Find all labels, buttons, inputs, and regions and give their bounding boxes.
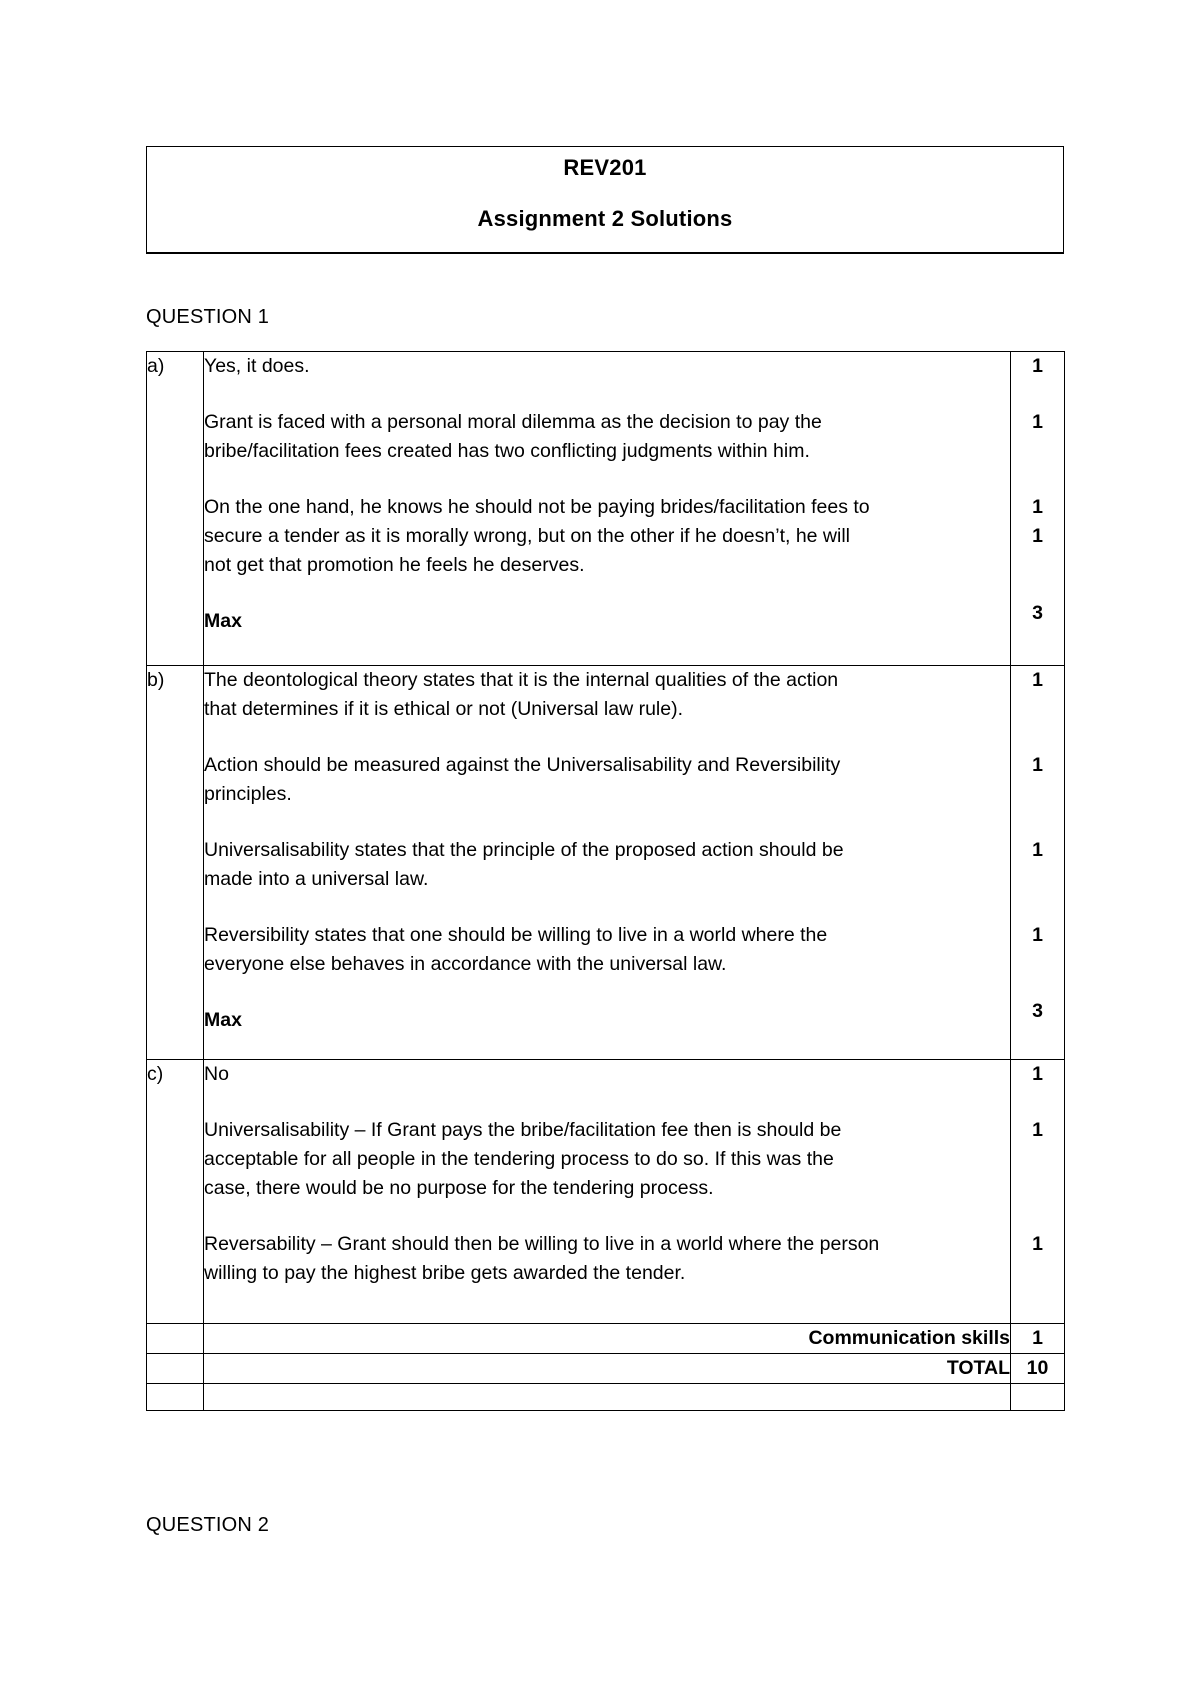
answer-line: Grant is faced with a personal moral dilemma as the decision to pay the [204, 411, 822, 433]
table-row-total [147, 1354, 1065, 1384]
mark-value: 1 [1032, 411, 1043, 433]
mark-value: 1 [1032, 1119, 1043, 1141]
mark-value: 1 [1032, 496, 1043, 518]
table-row-c [147, 1060, 1065, 1324]
answer-cell [204, 666, 1011, 1060]
answer-line: case, there would be no purpose for the tendering process. [204, 1177, 714, 1199]
table-row-empty [147, 1384, 1065, 1411]
max-label: Max [204, 1009, 242, 1031]
answer-line: made into a universal law. [204, 868, 429, 890]
answer-line: not get that promotion he feels he deserves. [204, 554, 585, 576]
answer-text [204, 408, 1010, 466]
total-label: TOTAL [204, 1354, 1011, 1384]
answer-line: principles. [204, 783, 292, 805]
answer-cell [204, 352, 1011, 666]
answer-line: that determines if it is ethical or not (Universal law rule). [204, 698, 684, 720]
total-mark: 10 [1011, 1354, 1065, 1384]
answer-cell [204, 1060, 1011, 1324]
mark-value: 1 [1032, 1063, 1043, 1085]
course-code: REV201 [563, 155, 647, 180]
mark-value: 1 [1032, 839, 1043, 861]
mark-value: 1 [1032, 1233, 1043, 1255]
answer-line: secure a tender as it is morally wrong, but on the other if he doesn’t, he will [204, 525, 851, 547]
table-row-a [147, 352, 1065, 666]
communication-skills-label: Communication skills [204, 1324, 1011, 1354]
max-label: Max [204, 610, 242, 632]
question-1-marking-table [146, 351, 1065, 1411]
mark-value-max: 3 [1032, 1000, 1043, 1022]
marks-cell [1011, 1060, 1065, 1324]
mark-value: 1 [1032, 525, 1043, 547]
answer-line: Universalisability states that the principle of the proposed action should be [204, 839, 844, 861]
answer-line: everyone else behaves in accordance with the universal law. [204, 953, 727, 975]
answer-line: Action should be measured against the Universalisability and Reversibility [204, 754, 841, 776]
marks-cell [1011, 352, 1065, 666]
answer-text [204, 666, 1010, 724]
row-label: a) [147, 352, 204, 666]
row-label: b) [147, 666, 204, 1060]
answer-line: Reversability – Grant should then be willing to live in a world where the person [204, 1233, 880, 1255]
answer-line: acceptable for all people in the tendering process to do so. If this was the [204, 1148, 834, 1170]
answer-text [204, 836, 1010, 894]
document-title: Assignment 2 Solutions [477, 206, 733, 231]
row-label: c) [147, 1060, 204, 1324]
answer-line: Reversibility states that one should be willing to live in a world where the [204, 924, 828, 946]
answer-line: willing to pay the highest bribe gets awarded the tender. [204, 1262, 686, 1284]
mark-value: 1 [1032, 355, 1043, 377]
marks-cell [1011, 666, 1065, 1060]
mark-value: 1 [1032, 754, 1043, 776]
answer-text [204, 1230, 1010, 1288]
answer-text [204, 493, 1010, 580]
communication-skills-mark: 1 [1011, 1324, 1065, 1354]
table-row-b [147, 666, 1065, 1060]
answer-text [204, 751, 1010, 809]
answer-line: The deontological theory states that it is the internal qualities of the action [204, 669, 839, 691]
mark-value-max: 3 [1032, 602, 1043, 624]
mark-value: 1 [1032, 669, 1043, 691]
answer-text [204, 1116, 1010, 1203]
answer-text [204, 921, 1010, 979]
question-2-heading: QUESTION 2 [146, 1514, 270, 1536]
question-1-heading: QUESTION 1 [146, 306, 270, 328]
mark-value: 1 [1032, 924, 1043, 946]
answer-text: No [204, 1063, 229, 1085]
table-row-communication [147, 1324, 1065, 1354]
answer-line: Universalisability – If Grant pays the bribe/facilitation fee then is should be [204, 1119, 842, 1141]
title-box [146, 146, 1064, 254]
answer-line: bribe/facilitation fees created has two conflicting judgments within him. [204, 440, 810, 462]
answer-line: On the one hand, he knows he should not be paying brides/facilitation fees to [204, 496, 870, 518]
answer-text: Yes, it does. [204, 355, 310, 377]
